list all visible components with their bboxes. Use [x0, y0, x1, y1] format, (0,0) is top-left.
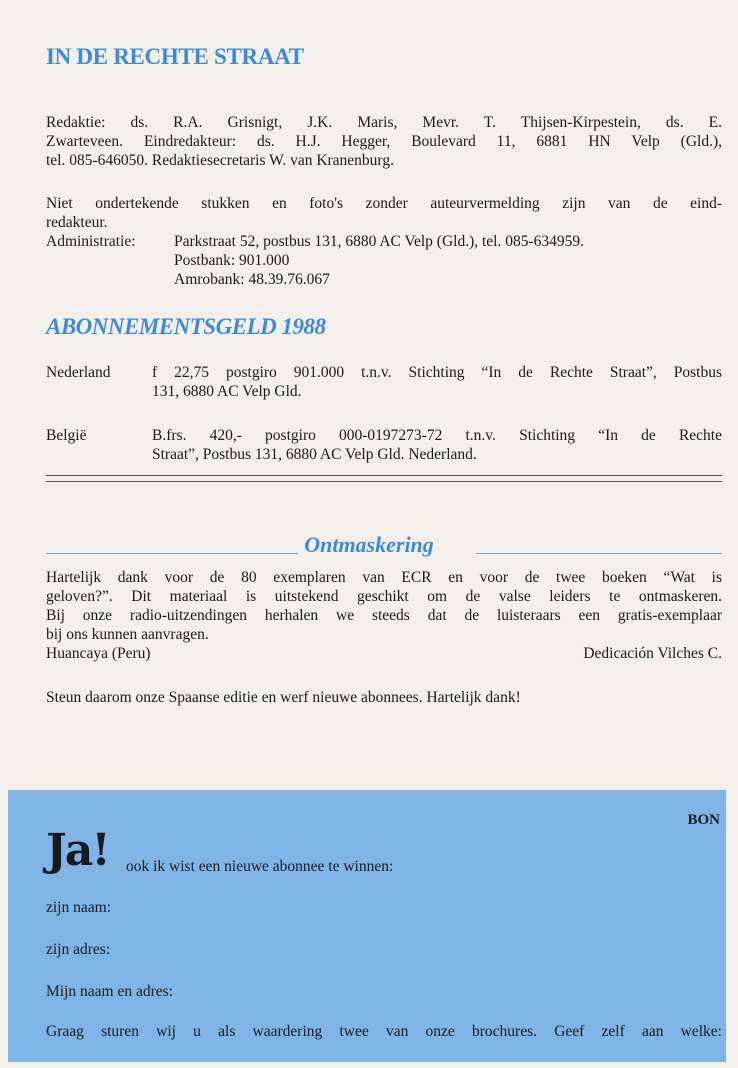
disclaimer-line: Niet ondertekende stukken en foto's zonder auteurvermelding zijn van de eind-	[46, 195, 722, 212]
article-line: Bij onze radio-uitzendingen herhalen we steeds dat de luisteraars een gratis-exemplaar	[46, 607, 722, 624]
field-own-name-address[interactable]: Mijn naam en adres:	[46, 983, 173, 1000]
article-line: bij ons kunnen aanvragen.	[46, 626, 209, 643]
subscription-line: B.frs. 420,- postgiro 000-0197273-72 t.n.v. Stichting “In de Rechte	[152, 427, 722, 444]
field-name[interactable]: zijn naam:	[46, 899, 111, 916]
admin-label: Administratie:	[46, 233, 136, 250]
subscription-title: ABONNEMENTSGELD 1988	[46, 314, 326, 339]
admin-line: Postbank: 901.000	[174, 252, 290, 269]
article-title: Ontmaskering	[304, 532, 434, 557]
subscription-line: f 22,75 postgiro 901.000 t.n.v. Stichting “In de Rechte Straat”, Postbus	[152, 364, 722, 381]
subscription-line: Straat”, Postbus 131, 6880 AC Velp Gld. Nederland.	[152, 446, 477, 463]
subscription-line: 131, 6880 AC Velp Gld.	[152, 383, 302, 400]
redaktie-line: tel. 085-646050. Redaktiesecretaris W. van Kranenburg.	[46, 152, 394, 169]
brochures-text: Graag sturen wij u als waardering twee van onze brochures. Geef zelf aan welke:	[46, 1023, 722, 1040]
coupon-label: BON	[687, 812, 720, 828]
divider	[46, 475, 722, 476]
coupon-ja: Ja!	[46, 825, 109, 876]
article-line: Hartelijk dank voor de 80 exemplaren van ECR en voor de twee boeken “Wat is	[46, 569, 722, 586]
article-line: geloven?”. Dit materiaal is uitstekend geschikt om de valse leiders te ontmaskeren.	[46, 588, 722, 605]
coupon-intro: ook ik wist een nieuwe abonnee te winnen:	[126, 858, 394, 875]
disclaimer-line: redakteur.	[46, 214, 108, 231]
title-rule-right	[476, 553, 722, 554]
coupon	[8, 790, 726, 1062]
article-closing: Steun daarom onze Spaanse editie en werf nieuwe abonnees. Hartelijk dank!	[46, 689, 521, 706]
country-label: Nederland	[46, 364, 111, 381]
article-signature: Dedicación Vilches C.	[583, 645, 722, 662]
redaktie-line: Zwarteveen. Eindredakteur: ds. H.J. Hegger, Boulevard 11, 6881 HN Velp (Gld.),	[46, 133, 722, 150]
country-label: België	[46, 427, 87, 444]
admin-line: Parkstraat 52, postbus 131, 6880 AC Velp (Gld.), tel. 085-634959.	[174, 233, 585, 250]
admin-line: Amrobank: 48.39.76.067	[174, 271, 330, 288]
field-address[interactable]: zijn adres:	[46, 941, 111, 958]
redaktie-line: Redaktie: ds. R.A. Grisnigt, J.K. Maris, Mevr. T. Thijsen-Kirpestein, ds. E.	[46, 114, 722, 131]
divider	[46, 481, 722, 482]
article-place: Huancaya (Peru)	[46, 645, 151, 662]
masthead-title: IN DE RECHTE STRAAT	[46, 44, 304, 69]
